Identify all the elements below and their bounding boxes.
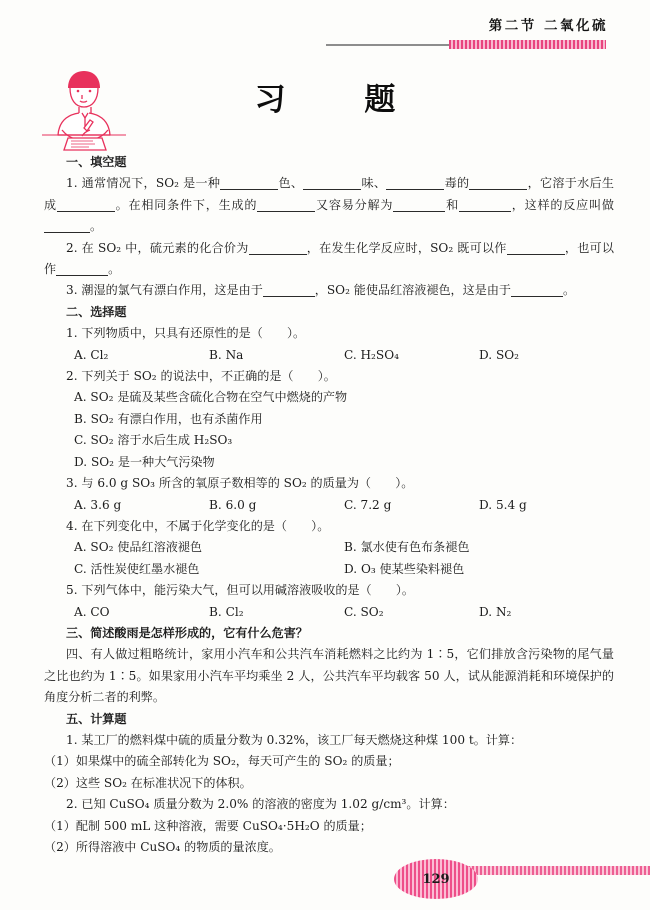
question-2-4-options-row1 xyxy=(44,537,614,558)
option-b[interactable]: B. Cl₂ xyxy=(209,604,244,619)
q1-text-a: 1. 通常情况下，SO₂ 是一种 xyxy=(66,176,221,191)
page-title: 习 题 xyxy=(254,82,430,118)
question-2-4: 4. 在下列变化中，不属于化学变化的是（ ）。 xyxy=(66,518,330,533)
q1-text-g: 又容易分解为 xyxy=(315,197,394,212)
running-head-stripe-bar xyxy=(449,40,606,49)
option-a[interactable]: A. SO₂ 使品红溶液褪色 xyxy=(74,540,202,555)
question-2-3: 3. 与 6.0 g SO₃ 所含的氧原子数相等的 SO₂ 的质量为（ ）。 xyxy=(66,476,414,491)
question-2-1: 1. 下列物质中，只具有还原性的是（ ）。 xyxy=(66,326,306,341)
calculation-question-2-part-1: （1）配制 500 mL 这种溶液，需要 CuSO₄·5H₂O 的质量； xyxy=(44,818,372,833)
section-four-text: 四、有人做过粗略统计，家用小汽车和公共汽车消耗燃料之比约为 1∶5，它们排放含污染物的尾气量之比也约为 1∶5。如果家用小汽车平均乘坐 2 人，公共汽车平均载客 50 人，试从能源消耗和环境保护的角度分析二者的利弊。 xyxy=(44,647,614,705)
blank[interactable] xyxy=(303,177,361,190)
q1-text-d: 毒的 xyxy=(444,176,470,191)
section-heading-calculation: 五、计算题 xyxy=(66,711,127,726)
calculation-question-1-part-1: （1）如果煤中的硫全部转化为 SO₂，每天可产生的 SO₂ 的质量； xyxy=(44,754,400,769)
q1-text-e: ，它溶于水后生成 xyxy=(44,176,614,212)
question-1-1 xyxy=(44,173,614,237)
question-2-5-options xyxy=(44,602,614,623)
blank[interactable] xyxy=(507,242,565,255)
blank[interactable] xyxy=(511,284,563,297)
calculation-question-2-part-2: （2）所得溶液中 CuSO₄ 的物质的量浓度。 xyxy=(44,840,281,854)
option-d[interactable]: D. SO₂ 是一种大气污染物 xyxy=(74,454,215,469)
blank[interactable] xyxy=(263,284,315,297)
page-number: 129 xyxy=(422,871,450,887)
question-2-4-options-row2 xyxy=(44,559,614,580)
question-2-5: 5. 下列气体中，能污染大气，但可以用碱溶液吸收的是（ ）。 xyxy=(66,583,414,598)
option-b[interactable]: B. Na xyxy=(209,347,244,362)
option-d[interactable]: D. SO₂ xyxy=(479,347,520,362)
q1-text-f: 。在相同条件下，生成的 xyxy=(114,197,258,212)
blank[interactable] xyxy=(393,199,445,212)
footer-stripe-bar xyxy=(452,866,650,875)
blank[interactable] xyxy=(459,199,511,212)
blank[interactable] xyxy=(257,199,315,212)
question-2-2: 2. 下列关于 SO₂ 的说法中，不正确的是（ ）。 xyxy=(66,369,336,384)
option-a[interactable]: A. SO₂ 是硫及某些含硫化合物在空气中燃烧的产物 xyxy=(74,390,348,405)
option-c[interactable]: C. H₂SO₄ xyxy=(344,347,399,362)
q3-text-c: 。 xyxy=(563,283,576,298)
option-c[interactable]: C. 7.2 g xyxy=(344,497,392,512)
option-b[interactable]: B. SO₂ 有漂白作用，也有杀菌作用 xyxy=(74,411,263,426)
section-heading-short-answer: 三、简述酸雨是怎样形成的，它有什么危害？ xyxy=(66,625,308,640)
calculation-question-1: 1. 某工厂的燃料煤中硫的质量分数为 0.32%，该工厂每天燃烧这种煤 100 t。计算： xyxy=(66,732,523,747)
blank[interactable] xyxy=(57,199,115,212)
question-2-3-options xyxy=(44,495,614,516)
section-heading-fill-in-blanks: 一、填空题 xyxy=(66,155,127,169)
q2-text-d: 。 xyxy=(108,262,121,277)
option-d[interactable]: D. 5.4 g xyxy=(479,497,527,512)
blank[interactable] xyxy=(56,263,108,276)
calculation-question-1-part-2: （2）这些 SO₂ 在标准状况下的体积。 xyxy=(44,775,252,790)
option-a[interactable]: A. 3.6 g xyxy=(74,497,122,512)
option-b[interactable]: B. 氯水使有色布条褪色 xyxy=(344,540,470,555)
q2-text-c: ，也可以作 xyxy=(44,240,614,277)
option-d[interactable]: D. N₂ xyxy=(479,604,512,619)
option-b[interactable]: B. 6.0 g xyxy=(209,497,257,512)
calculation-question-2: 2. 已知 CuSO₄ 质量分数为 2.0% 的溶液的密度为 1.02 g/cm³。计算： xyxy=(66,797,455,812)
option-d[interactable]: D. O₃ 使某些染料褪色 xyxy=(344,561,465,576)
q1-text-i: ，这样的反应叫做 xyxy=(510,197,614,212)
running-head-title: 第二节 二氧化硫 xyxy=(488,18,608,34)
blank[interactable] xyxy=(220,177,278,190)
exercise-body xyxy=(44,152,614,858)
question-2-1-options xyxy=(44,345,614,366)
option-c[interactable]: C. 活性炭使红墨水褪色 xyxy=(74,561,200,576)
q3-text-a: 3. 潮湿的氯气有漂白作用，这是由于 xyxy=(66,283,263,298)
q3-text-b: ，SO₂ 能使品红溶液褪色，这是由于 xyxy=(314,283,512,298)
q1-text-c: 味、 xyxy=(361,176,387,191)
blank[interactable] xyxy=(44,220,90,233)
blank[interactable] xyxy=(249,242,307,255)
running-head xyxy=(0,14,650,54)
q2-text-b: ，在发生化学反应时，SO₂ 既可以作 xyxy=(306,240,507,255)
option-a[interactable]: A. Cl₂ xyxy=(74,347,109,362)
blank[interactable] xyxy=(469,177,527,190)
q1-text-b: 色、 xyxy=(278,176,304,191)
blank[interactable] xyxy=(386,177,444,190)
option-c[interactable]: C. SO₂ xyxy=(344,604,384,619)
q2-text-a: 2. 在 SO₂ 中，硫元素的化合价为 xyxy=(66,240,249,255)
section-heading-multiple-choice: 二、选择题 xyxy=(66,304,127,319)
question-1-3 xyxy=(44,280,614,301)
q1-text-h: 和 xyxy=(445,197,459,212)
option-a[interactable]: A. CO xyxy=(74,604,110,619)
question-1-2 xyxy=(44,238,614,281)
option-c[interactable]: C. SO₂ 溶于水后生成 H₂SO₃ xyxy=(74,433,233,448)
q1-text-j: 。 xyxy=(90,219,103,234)
page-footer xyxy=(0,856,650,906)
